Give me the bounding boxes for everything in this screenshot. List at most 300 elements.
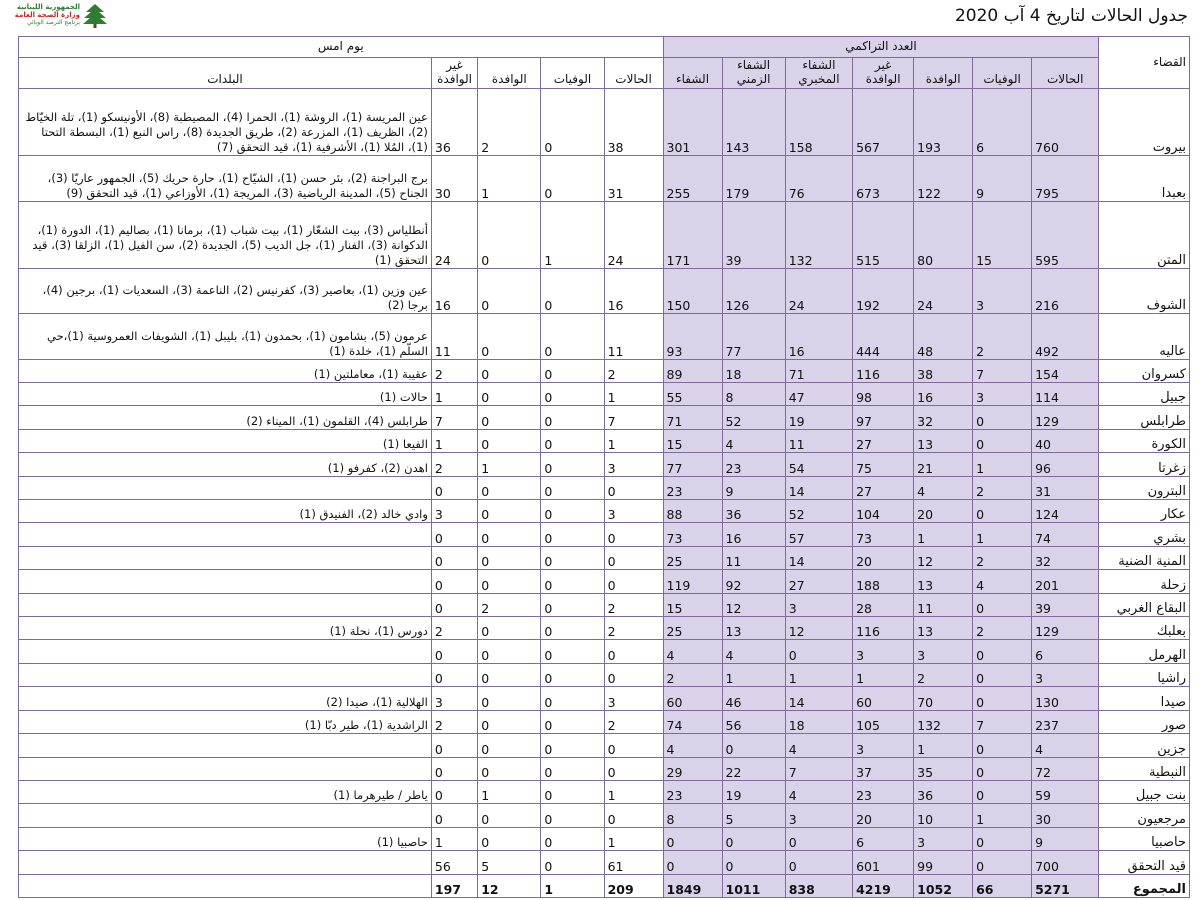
cell-lab-recovery: 14 (785, 687, 852, 710)
cell-yesterday-imported: 1 (478, 453, 541, 476)
cell-yesterday-imported: 5 (478, 851, 541, 874)
cell-yesterday-imported: 0 (478, 757, 541, 780)
cell-time-recovery: 4 (722, 640, 785, 663)
cell-recovered: 88 (663, 500, 722, 523)
cell-imported: 20 (914, 500, 973, 523)
cell-yesterday-non-imported: 7 (431, 406, 477, 429)
cell-yesterday-non-imported: 36 (431, 89, 477, 156)
cell-towns (19, 546, 432, 569)
cell-yesterday-cases: 31 (604, 156, 663, 201)
cell-yesterday-cases: 3 (604, 687, 663, 710)
cell-cases: 795 (1032, 156, 1099, 201)
cell-yesterday-imported: 0 (478, 429, 541, 452)
cell-recovered: 8 (663, 804, 722, 827)
cell-imported: 1 (914, 523, 973, 546)
table-row (19, 453, 1190, 476)
cell-yesterday-cases: 1 (604, 429, 663, 452)
table-row (19, 201, 1190, 268)
cell-deaths: 1 (973, 453, 1032, 476)
cell-yesterday-non-imported: 0 (431, 734, 477, 757)
cell-non-imported: 60 (853, 687, 914, 710)
cell-yesterday-non-imported: 16 (431, 268, 477, 313)
cell-district: صيدا (1099, 687, 1190, 710)
cell-deaths: 0 (973, 429, 1032, 452)
cell-non-imported: 601 (853, 851, 914, 874)
cell-district: المجموع (1099, 874, 1190, 897)
cell-time-recovery: 12 (722, 593, 785, 616)
cell-lab-recovery: 1 (785, 663, 852, 686)
cell-yesterday-deaths: 0 (541, 593, 604, 616)
cell-yesterday-non-imported: 30 (431, 156, 477, 201)
cell-yesterday-cases: 16 (604, 268, 663, 313)
cell-yesterday-cases: 2 (604, 710, 663, 733)
cell-recovered: 29 (663, 757, 722, 780)
cell-yesterday-imported: 0 (478, 359, 541, 382)
cell-recovered: 23 (663, 476, 722, 499)
cell-towns (19, 640, 432, 663)
cell-imported: 3 (914, 640, 973, 663)
cell-lab-recovery: 14 (785, 476, 852, 499)
cell-deaths: 66 (973, 874, 1032, 897)
cell-towns (19, 874, 432, 897)
cell-district: مرجعيون (1099, 804, 1190, 827)
cell-yesterday-deaths: 0 (541, 359, 604, 382)
cell-deaths: 0 (973, 851, 1032, 874)
cell-recovered: 15 (663, 429, 722, 452)
cell-yesterday-imported: 0 (478, 500, 541, 523)
cell-cases: 96 (1032, 453, 1099, 476)
cell-yesterday-cases: 3 (604, 500, 663, 523)
cell-imported: 70 (914, 687, 973, 710)
cell-recovered: 55 (663, 383, 722, 406)
cell-yesterday-cases: 0 (604, 734, 663, 757)
header-yesterday-deaths: الوفيات (541, 58, 604, 89)
cell-yesterday-non-imported: 0 (431, 546, 477, 569)
logo-text (10, 3, 80, 27)
cell-deaths: 1 (973, 523, 1032, 546)
cell-cases: 595 (1032, 201, 1099, 268)
table-row (19, 827, 1190, 850)
cell-district: طرابلس (1099, 406, 1190, 429)
cell-time-recovery: 92 (722, 570, 785, 593)
cell-imported: 13 (914, 429, 973, 452)
cell-yesterday-imported: 1 (478, 780, 541, 803)
cell-time-recovery: 22 (722, 757, 785, 780)
cell-cases: 129 (1032, 617, 1099, 640)
cell-imported: 13 (914, 617, 973, 640)
cell-district: المتن (1099, 201, 1190, 268)
cell-yesterday-deaths: 0 (541, 827, 604, 850)
cell-non-imported: 37 (853, 757, 914, 780)
cell-district: المنية الضنية (1099, 546, 1190, 569)
cell-recovered: 0 (663, 851, 722, 874)
cell-towns: وادي خالد (2)، الفنيدق (1) (19, 500, 432, 523)
cell-towns: ياطر / طيرهرما (1) (19, 780, 432, 803)
cell-non-imported: 75 (853, 453, 914, 476)
cell-yesterday-deaths: 0 (541, 314, 604, 359)
cell-towns: عين المريسة (1)، الروشة (1)، الحمرا (4)، المصيطبة (8)، الأونيسكو (1)، تلة الخيّاط (2)، الظريف (1)، المزرعة (2)، طريق الجديدة (8)، راس النبع (1)، البسطة التحتا (1)، المُلا (1)، الأشرفية (1)، قيد التحقق (7) (19, 89, 432, 156)
cell-yesterday-non-imported: 0 (431, 804, 477, 827)
cell-yesterday-imported: 0 (478, 201, 541, 268)
cell-yesterday-imported: 0 (478, 687, 541, 710)
cell-yesterday-deaths: 0 (541, 523, 604, 546)
cell-time-recovery: 77 (722, 314, 785, 359)
cell-yesterday-cases: 2 (604, 617, 663, 640)
cell-deaths: 3 (973, 268, 1032, 313)
cell-non-imported: 444 (853, 314, 914, 359)
cell-yesterday-deaths: 0 (541, 453, 604, 476)
cell-recovered: 0 (663, 827, 722, 850)
table-row (19, 663, 1190, 686)
cell-deaths: 0 (973, 640, 1032, 663)
cell-non-imported: 73 (853, 523, 914, 546)
cell-cases: 39 (1032, 593, 1099, 616)
table-row (19, 314, 1190, 359)
cell-yesterday-non-imported: 11 (431, 314, 477, 359)
table-row (19, 523, 1190, 546)
cell-recovered: 4 (663, 734, 722, 757)
table-row (19, 268, 1190, 313)
cell-yesterday-non-imported: 2 (431, 453, 477, 476)
cell-towns: أنطلياس (3)، بيت الشعّار (1)، بيت شباب (1)، برمانا (1)، بصاليم (1)، الدورة (1)، الدكوانة (3)، الفنار (1)، جل الديب (5)، الجديدة (2)، سن الفيل (1)، الزلقا (3)، قيد التحقق (1) (19, 201, 432, 268)
cell-yesterday-non-imported: 1 (431, 383, 477, 406)
cell-towns: حاصبيا (1) (19, 827, 432, 850)
cell-lab-recovery: 0 (785, 851, 852, 874)
cell-towns: عين وزين (1)، بعاصير (3)، كفرنيس (2)، الناعمة (3)، السعديات (1)، برجين (4)، برجا (2) (19, 268, 432, 313)
table-row (19, 851, 1190, 874)
cell-time-recovery: 1 (722, 663, 785, 686)
table-row (19, 546, 1190, 569)
cell-time-recovery: 4 (722, 429, 785, 452)
cell-yesterday-non-imported: 2 (431, 710, 477, 733)
table-row (19, 476, 1190, 499)
cell-yesterday-imported: 0 (478, 476, 541, 499)
cell-yesterday-deaths: 0 (541, 663, 604, 686)
cell-yesterday-non-imported: 0 (431, 757, 477, 780)
cell-deaths: 2 (973, 546, 1032, 569)
cell-non-imported: 27 (853, 429, 914, 452)
cell-district: الكورة (1099, 429, 1190, 452)
cell-deaths: 0 (973, 687, 1032, 710)
cell-non-imported: 3 (853, 640, 914, 663)
header-time-recovery: الشفاء الزمني (722, 58, 785, 89)
cell-lab-recovery: 14 (785, 546, 852, 569)
header-imported: الوافدة (914, 58, 973, 89)
cell-district: بشري (1099, 523, 1190, 546)
table-row (19, 89, 1190, 156)
cell-cases: 700 (1032, 851, 1099, 874)
logo-line-ministry: وزارة الصحة العامة (14, 11, 80, 19)
cell-lab-recovery: 76 (785, 156, 852, 201)
cell-imported: 99 (914, 851, 973, 874)
cell-yesterday-deaths: 0 (541, 546, 604, 569)
cell-cases: 201 (1032, 570, 1099, 593)
cell-yesterday-cases: 24 (604, 201, 663, 268)
cell-district: قيد التحقق (1099, 851, 1190, 874)
cell-lab-recovery: 11 (785, 429, 852, 452)
cell-deaths: 7 (973, 359, 1032, 382)
cell-recovered: 301 (663, 89, 722, 156)
cell-recovered: 23 (663, 780, 722, 803)
cell-cases: 129 (1032, 406, 1099, 429)
cell-lab-recovery: 71 (785, 359, 852, 382)
cell-deaths: 0 (973, 780, 1032, 803)
cell-towns (19, 570, 432, 593)
cell-yesterday-cases: 209 (604, 874, 663, 897)
cell-towns: طرابلس (4)، القلمون (1)، الميناء (2) (19, 406, 432, 429)
cell-deaths: 0 (973, 757, 1032, 780)
table-row (19, 804, 1190, 827)
cell-recovered: 25 (663, 617, 722, 640)
table-row (19, 757, 1190, 780)
cell-cases: 30 (1032, 804, 1099, 827)
cell-non-imported: 105 (853, 710, 914, 733)
cell-recovered: 25 (663, 546, 722, 569)
table-row (19, 710, 1190, 733)
cell-recovered: 15 (663, 593, 722, 616)
cell-cases: 154 (1032, 359, 1099, 382)
cell-yesterday-deaths: 0 (541, 687, 604, 710)
cell-time-recovery: 0 (722, 827, 785, 850)
cell-yesterday-cases: 1 (604, 827, 663, 850)
cell-district: جزين (1099, 734, 1190, 757)
cell-yesterday-deaths: 0 (541, 757, 604, 780)
cell-district: حاصبيا (1099, 827, 1190, 850)
cell-district: جبيل (1099, 383, 1190, 406)
cell-towns: برج البراجنة (2)، بئر حسن (1)، الشيّاح (1)، حارة حريك (5)، الجمهور عاريّا (3)، الجناح (5)، المدينة الرياضية (3)، المريجة (1)، الأوزاعي (1)، قيد التحقق (9) (19, 156, 432, 201)
cell-district: البترون (1099, 476, 1190, 499)
cell-time-recovery: 36 (722, 500, 785, 523)
cell-yesterday-imported: 2 (478, 89, 541, 156)
cell-imported: 32 (914, 406, 973, 429)
cell-cases: 760 (1032, 89, 1099, 156)
cell-yesterday-deaths: 0 (541, 268, 604, 313)
cell-yesterday-deaths: 0 (541, 89, 604, 156)
cell-recovered: 1849 (663, 874, 722, 897)
cell-yesterday-non-imported: 0 (431, 593, 477, 616)
cell-yesterday-non-imported: 2 (431, 359, 477, 382)
cell-lab-recovery: 4 (785, 780, 852, 803)
cell-lab-recovery: 57 (785, 523, 852, 546)
header-recovered: الشفاء (663, 58, 722, 89)
cell-yesterday-non-imported: 0 (431, 523, 477, 546)
cell-cases: 4 (1032, 734, 1099, 757)
cases-table (18, 36, 1190, 898)
cell-lab-recovery: 4 (785, 734, 852, 757)
cell-yesterday-non-imported: 56 (431, 851, 477, 874)
cell-non-imported: 6 (853, 827, 914, 850)
cell-imported: 122 (914, 156, 973, 201)
cell-towns (19, 757, 432, 780)
cell-lab-recovery: 3 (785, 593, 852, 616)
cell-lab-recovery: 54 (785, 453, 852, 476)
cell-yesterday-deaths: 0 (541, 156, 604, 201)
cell-deaths: 0 (973, 500, 1032, 523)
cell-yesterday-imported: 0 (478, 663, 541, 686)
table-row (19, 780, 1190, 803)
cell-time-recovery: 143 (722, 89, 785, 156)
table-row (19, 640, 1190, 663)
table-row (19, 570, 1190, 593)
cell-district: كسروان (1099, 359, 1190, 382)
table-row (19, 429, 1190, 452)
cell-time-recovery: 16 (722, 523, 785, 546)
cell-imported: 11 (914, 593, 973, 616)
total-row (19, 874, 1190, 897)
cell-recovered: 60 (663, 687, 722, 710)
cell-yesterday-deaths: 0 (541, 500, 604, 523)
cell-lab-recovery: 47 (785, 383, 852, 406)
cell-non-imported: 4219 (853, 874, 914, 897)
cell-district: عكار (1099, 500, 1190, 523)
cell-yesterday-imported: 0 (478, 617, 541, 640)
cell-yesterday-deaths: 0 (541, 780, 604, 803)
cell-yesterday-cases: 3 (604, 453, 663, 476)
ministry-logo (8, 2, 108, 30)
cell-yesterday-non-imported: 0 (431, 663, 477, 686)
cell-towns: حالات (1) (19, 383, 432, 406)
cell-district: زغرتا (1099, 453, 1190, 476)
cell-imported: 132 (914, 710, 973, 733)
cell-time-recovery: 23 (722, 453, 785, 476)
table-row (19, 734, 1190, 757)
cell-yesterday-non-imported: 3 (431, 687, 477, 710)
cell-yesterday-deaths: 0 (541, 476, 604, 499)
cell-cases: 124 (1032, 500, 1099, 523)
cell-non-imported: 515 (853, 201, 914, 268)
cell-yesterday-imported: 1 (478, 156, 541, 201)
cell-district: بيروت (1099, 89, 1190, 156)
cell-yesterday-non-imported: 0 (431, 640, 477, 663)
cell-lab-recovery: 12 (785, 617, 852, 640)
header-group-yesterday: يوم امس (19, 37, 664, 58)
cell-deaths: 4 (973, 570, 1032, 593)
cell-lab-recovery: 18 (785, 710, 852, 733)
cell-imported: 16 (914, 383, 973, 406)
cell-lab-recovery: 52 (785, 500, 852, 523)
cell-lab-recovery: 0 (785, 827, 852, 850)
cell-towns (19, 593, 432, 616)
cell-non-imported: 98 (853, 383, 914, 406)
cell-yesterday-non-imported: 24 (431, 201, 477, 268)
cell-yesterday-cases: 0 (604, 546, 663, 569)
cell-towns (19, 523, 432, 546)
cell-towns: الراشدية (1)، طير دبّا (1) (19, 710, 432, 733)
cell-towns: دورس (1)، نحلة (1) (19, 617, 432, 640)
cell-imported: 80 (914, 201, 973, 268)
cell-yesterday-non-imported: 0 (431, 780, 477, 803)
header-cases: الحالات (1032, 58, 1099, 89)
cell-deaths: 15 (973, 201, 1032, 268)
cell-lab-recovery: 7 (785, 757, 852, 780)
cell-district: زحلة (1099, 570, 1190, 593)
cell-cases: 3 (1032, 663, 1099, 686)
cell-deaths: 2 (973, 314, 1032, 359)
cell-yesterday-cases: 7 (604, 406, 663, 429)
cell-yesterday-imported: 0 (478, 546, 541, 569)
cell-recovered: 150 (663, 268, 722, 313)
cell-time-recovery: 1011 (722, 874, 785, 897)
cell-imported: 1052 (914, 874, 973, 897)
cell-imported: 3 (914, 827, 973, 850)
cell-lab-recovery: 24 (785, 268, 852, 313)
cell-deaths: 0 (973, 406, 1032, 429)
cell-yesterday-imported: 0 (478, 804, 541, 827)
cell-recovered: 4 (663, 640, 722, 663)
cell-lab-recovery: 158 (785, 89, 852, 156)
cell-yesterday-non-imported: 197 (431, 874, 477, 897)
table-row (19, 500, 1190, 523)
table-row (19, 359, 1190, 382)
cell-district: راشيا (1099, 663, 1190, 686)
cell-deaths: 3 (973, 383, 1032, 406)
cell-yesterday-imported: 12 (478, 874, 541, 897)
cell-yesterday-cases: 2 (604, 593, 663, 616)
cell-yesterday-imported: 0 (478, 827, 541, 850)
cell-yesterday-cases: 0 (604, 663, 663, 686)
cell-yesterday-cases: 0 (604, 804, 663, 827)
cell-non-imported: 28 (853, 593, 914, 616)
table-row (19, 383, 1190, 406)
cell-yesterday-non-imported: 1 (431, 827, 477, 850)
cell-yesterday-deaths: 0 (541, 851, 604, 874)
cell-cases: 5271 (1032, 874, 1099, 897)
cell-district: بعلبك (1099, 617, 1190, 640)
cell-non-imported: 673 (853, 156, 914, 201)
cell-district: بنت جبيل (1099, 780, 1190, 803)
cell-cases: 74 (1032, 523, 1099, 546)
cell-time-recovery: 56 (722, 710, 785, 733)
cell-deaths: 1 (973, 804, 1032, 827)
cell-imported: 4 (914, 476, 973, 499)
cell-yesterday-cases: 0 (604, 476, 663, 499)
cell-time-recovery: 5 (722, 804, 785, 827)
cell-time-recovery: 19 (722, 780, 785, 803)
cell-yesterday-deaths: 1 (541, 201, 604, 268)
cell-imported: 13 (914, 570, 973, 593)
table-body (19, 89, 1190, 898)
cell-yesterday-deaths: 0 (541, 710, 604, 733)
cell-cases: 59 (1032, 780, 1099, 803)
cell-recovered: 119 (663, 570, 722, 593)
cell-deaths: 9 (973, 156, 1032, 201)
cell-yesterday-imported: 0 (478, 710, 541, 733)
header-lab-recovery: الشفاء المخبري (785, 58, 852, 89)
cell-deaths: 0 (973, 593, 1032, 616)
cell-towns (19, 734, 432, 757)
cell-time-recovery: 0 (722, 851, 785, 874)
cell-recovered: 71 (663, 406, 722, 429)
cell-yesterday-deaths: 0 (541, 804, 604, 827)
cell-yesterday-cases: 11 (604, 314, 663, 359)
cell-yesterday-imported: 0 (478, 383, 541, 406)
cell-cases: 114 (1032, 383, 1099, 406)
cell-yesterday-imported: 0 (478, 268, 541, 313)
cell-yesterday-cases: 0 (604, 640, 663, 663)
cell-lab-recovery: 16 (785, 314, 852, 359)
cell-non-imported: 104 (853, 500, 914, 523)
cell-time-recovery: 39 (722, 201, 785, 268)
cell-yesterday-deaths: 0 (541, 383, 604, 406)
cell-cases: 6 (1032, 640, 1099, 663)
cell-district: صور (1099, 710, 1190, 733)
cell-yesterday-cases: 38 (604, 89, 663, 156)
cell-yesterday-cases: 2 (604, 359, 663, 382)
cell-time-recovery: 9 (722, 476, 785, 499)
cell-cases: 216 (1032, 268, 1099, 313)
cell-yesterday-deaths: 0 (541, 617, 604, 640)
cell-imported: 35 (914, 757, 973, 780)
